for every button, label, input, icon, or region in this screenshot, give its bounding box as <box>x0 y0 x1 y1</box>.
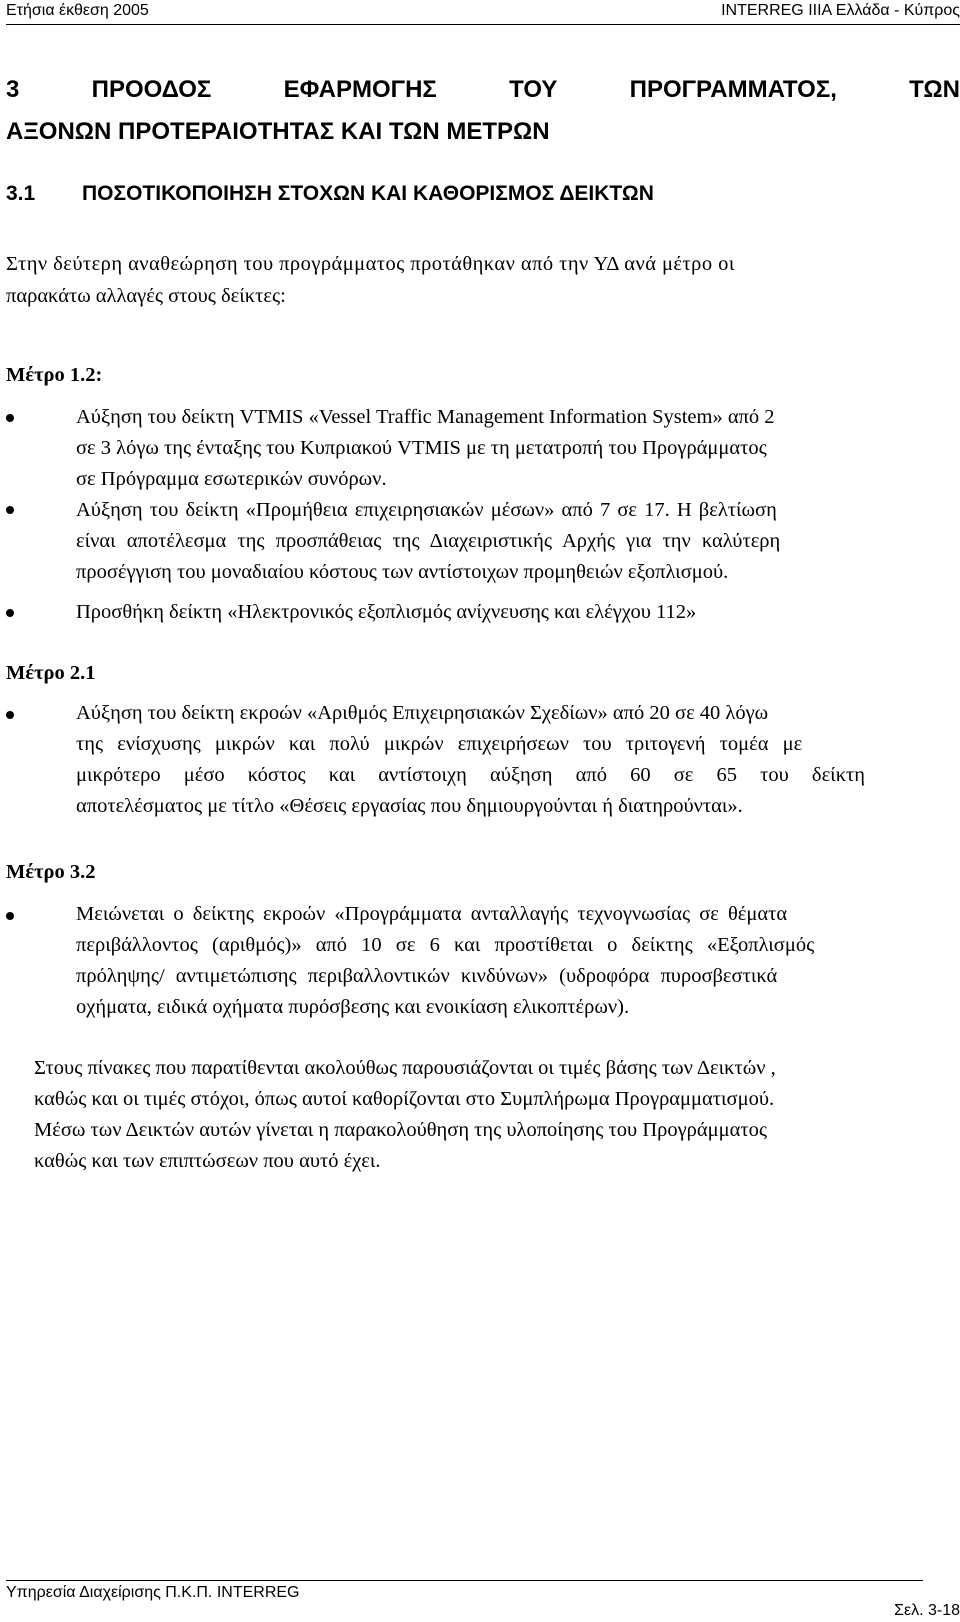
chapter-heading-word: ΠΡΟΟΔΟΣ <box>91 76 212 103</box>
header-divider <box>6 24 960 25</box>
bullet-line: προσέγγιση του μοναδιαίου κόστους των αντίστοιχων προμηθειών εξοπλισμού. <box>76 561 729 583</box>
measure-heading: Μέτρο 3.2 <box>6 861 96 883</box>
bullet-line: πρόληψης/ αντιμετώπισης περιβαλλοντικών κινδύνων» (υδροφόρα πυροσβεστικά <box>76 965 778 987</box>
section-title: ΠΟΣΟΤΙΚΟΠΟΙΗΣΗ ΣΤΟΧΩΝ ΚΑΙ ΚΑΘΟΡΙΣΜΟΣ ΔΕΙΚΤΩΝ <box>82 182 654 205</box>
page-header <box>6 0 960 24</box>
header-program-name: INTERREG IIIA Ελλάδα - Κύπρος <box>721 2 960 19</box>
bullet-dot <box>6 912 14 920</box>
bullet-line: της ενίσχυσης μικρών και πολύ μικρών επιχειρήσεων του τριτογενή τομέα με <box>76 733 803 755</box>
bullet-line: Αύξηση του δείκτη VTMIS «Vessel Traffic Management Information System» από 2 <box>76 406 775 428</box>
bullet-line-text: είναι αποτέλεσμα της προσπάθειας της Διαχειριστικής Αρχής για την καλύτερη <box>76 530 781 552</box>
bullet-line: μικρότερο μέσο κόστος και αντίστοιχη αύξηση από 60 σε 65 του δείκτη <box>76 764 865 786</box>
closing-paragraph <box>34 1053 958 1177</box>
bullet-line: Αύξηση του δείκτη εκροών «Αριθμός Επιχειρησιακών Σχεδίων» από 20 σε 40 λόγω <box>76 702 769 724</box>
measure-heading: Μέτρο 2.1 <box>6 662 96 684</box>
bullet-line <box>76 526 958 557</box>
page-number: Σελ. 3-18 <box>894 1602 960 1619</box>
chapter-heading-word: ΕΦΑΡΜΟΓΗΣ <box>283 76 437 103</box>
intro-text: Στην δεύτερη αναθεώρηση του προγράμματος προτάθηκαν από την ΥΔ ανά μέτρο οι <box>6 253 735 275</box>
section-heading <box>6 177 654 211</box>
bullet-line: Μειώνεται ο δείκτης εκροών «Προγράμματα ανταλλαγής τεχνογνωσίας σε θέματα <box>76 903 788 925</box>
measure-bullet <box>76 698 958 822</box>
closing-line: Στους πίνακες που παρατίθενται ακολούθως παρουσιάζονται οι τιμές βάσης των Δεικτών , <box>34 1057 776 1079</box>
footer-organization: Υπηρεσία Διαχείρισης Π.Κ.Π. INTERREG <box>6 1584 300 1601</box>
header-report-title: Ετήσια έκθεση 2005 <box>6 2 149 19</box>
measure-bullet <box>76 597 958 628</box>
chapter-heading-word: ΤΟΥ <box>509 76 558 103</box>
bullet-line: Προσθήκη δείκτη «Ηλεκτρονικός εξοπλισμός ανίχνευσης και ελέγχου 112» <box>76 601 697 623</box>
bullet-dot <box>6 711 14 719</box>
chapter-heading-word: ΤΩΝ <box>909 76 960 103</box>
bullet-line: σε Πρόγραμμα εσωτερικών συνόρων. <box>76 468 387 490</box>
closing-line: καθώς και οι τιμές στόχοι, όπως αυτοί καθορίζονται στο Συμπλήρωμα Προγραμματισμού. <box>34 1088 775 1110</box>
measure-heading: Μέτρο 1.2: <box>6 364 103 386</box>
bullet-line: περιβάλλοντος (αριθμός)» από 10 σε 6 και προστίθεται ο δείκτης «Εξοπλισμός <box>76 934 815 956</box>
bullet-dot <box>6 414 14 422</box>
intro-line-1 <box>6 249 960 280</box>
measure-bullet <box>76 899 958 1023</box>
chapter-number: 3 <box>6 76 20 103</box>
closing-line: καθώς και των επιπτώσεων που αυτό έχει. <box>34 1150 381 1172</box>
bullet-line: οχήματα, ειδικά οχήματα πυρόσβεσης και ενοικίαση ελικοπτέρων). <box>76 996 630 1018</box>
closing-line: Μέσω των Δεικτών αυτών γίνεται η παρακολούθηση της υλοποίησης του Προγράμματος <box>34 1119 767 1141</box>
measure-bullet <box>76 495 958 588</box>
section-number: 3.1 <box>6 182 36 205</box>
chapter-heading-line-2: ΑΞΟΝΩΝ ΠΡΟΤΕΡΑΙΟΤΗΤΑΣ ΚΑΙ ΤΩΝ ΜΕΤΡΩΝ <box>6 118 550 145</box>
bullet-dot <box>6 506 14 514</box>
intro-line-2: παρακάτω αλλαγές στους δείκτες: <box>6 285 286 307</box>
chapter-heading-word: ΠΡΟΓΡΑΜΜΑΤΟΣ, <box>629 76 837 103</box>
chapter-heading-line-1 <box>6 70 960 110</box>
bullet-line: σε 3 λόγω της ένταξης του Κυπριακού VTMIS με τη μετατροπή του Προγράμματος <box>76 437 767 459</box>
bullet-line: αποτελέσματος με τίτλο «Θέσεις εργασίας που δημιουργούνται ή διατηρούνται». <box>76 795 743 817</box>
bullet-line-text: Αύξηση του δείκτη «Προμήθεια επιχειρησιακών μέσων» από 7 σε 17. Η βελτίωση <box>76 499 777 521</box>
bullet-dot <box>6 609 14 617</box>
bullet-line <box>76 495 958 526</box>
footer-divider <box>6 1580 923 1581</box>
measure-bullet <box>76 402 958 495</box>
